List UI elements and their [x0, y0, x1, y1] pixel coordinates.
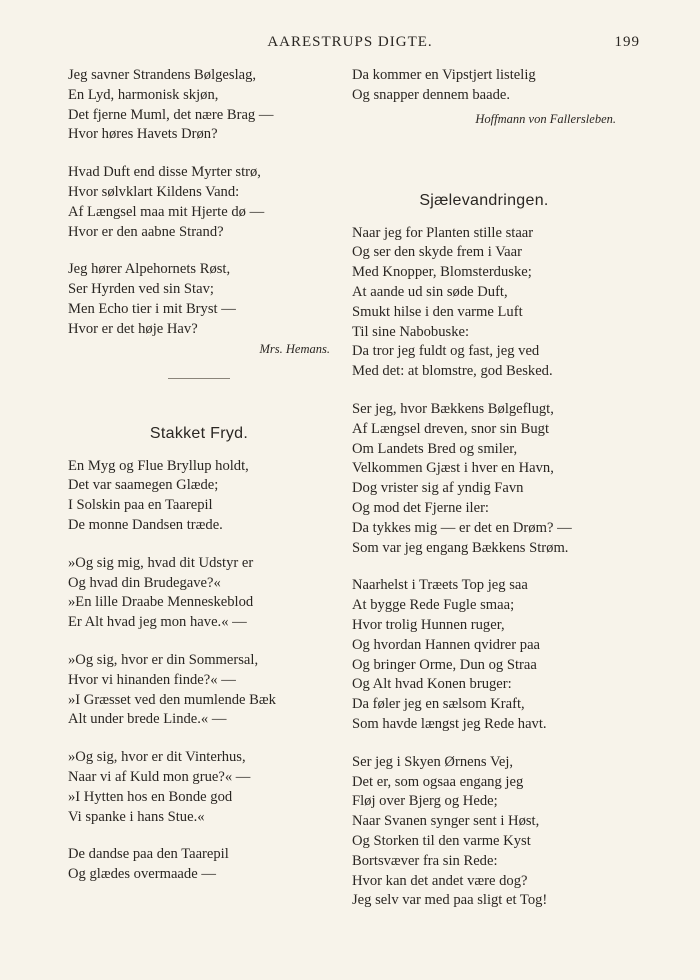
verse-line: »En lille Draabe Menneskeblod [68, 594, 254, 611]
poem-title-sjaelevandringen: Sjælevandringen. [419, 191, 549, 209]
verse-line: Hvor er den aabne Strand? [68, 223, 224, 240]
verse-line: Hvor høres Havets Drøn? [68, 126, 218, 143]
stanza [352, 66, 616, 106]
verse-line: Hvor trolig Hunnen ruger, [352, 616, 505, 633]
stanza [352, 224, 616, 382]
verse-line: »I Græsset ved den mumlende Bæk [68, 691, 276, 708]
verse-line: En Myg og Flue Bryllup holdt, [68, 457, 249, 474]
page-header [0, 34, 700, 54]
verse-line: Det er, som ogsaa engang jeg [352, 773, 524, 790]
verse-line: Er Alt hvad jeg mon have.« — [68, 614, 247, 631]
attribution-fallersleben: Hoffmann von Fallersleben. [475, 111, 616, 126]
poem-hemans-body [68, 66, 330, 340]
verse-line: Og hvad din Brudegave?« [68, 574, 221, 591]
verse-line: Fløj over Bjerg og Hede; [352, 793, 498, 810]
stanza [352, 576, 616, 734]
verse-line: »Og sig mig, hvad dit Udstyr er [68, 554, 254, 571]
verse-line: Da tykkes mig — er det en Drøm? — [352, 519, 572, 536]
verse-line: Og Alt hvad Konen bruger: [352, 676, 512, 693]
verse-line: Naar vi af Kuld mon grue?« — [68, 768, 251, 785]
verse-line: Med det: at blomstre, god Besked. [352, 363, 553, 380]
verse-line: Med Knopper, Blomsterduske; [352, 264, 532, 281]
verse-line: Velkommen Gjæst i hver en Havn, [352, 460, 554, 477]
verse-line: Hvor sølvklart Kildens Vand: [68, 183, 240, 200]
verse-line: De monne Dandsen træde. [68, 516, 223, 533]
verse-line: Om Landets Bred og smiler, [352, 440, 518, 457]
verse-line: Hvor vi hinanden finde?« — [68, 671, 236, 688]
verse-line: Jeg hører Alpehornets Røst, [68, 261, 231, 278]
poem-stakket-fryd-continuation [352, 66, 616, 106]
verse-line: Af Længsel maa mit Hjerte dø — [68, 203, 265, 220]
verse-line: Af Længsel dreven, snor sin Bugt [352, 420, 549, 437]
verse-line: Vi spanke i hans Stue.« [68, 808, 205, 825]
verse-line: De dandse paa den Taarepil [68, 846, 229, 863]
poem-sjaelevandringen-body [352, 224, 616, 912]
stanza [352, 400, 616, 558]
verse-line: »I Hytten hos en Bonde god [68, 788, 233, 805]
verse-line: Og ser den skyde frem i Vaar [352, 244, 522, 261]
verse-line: Hvor kan det andet være dog? [352, 872, 528, 889]
verse-line: Dog vrister sig af yndig Favn [352, 480, 524, 497]
left-column [68, 66, 330, 903]
verse-line: Ser jeg i Skyen Ørnens Vej, [352, 753, 514, 770]
verse-line: Da kommer en Vipstjert listelig [352, 67, 536, 83]
verse-line: Ser Hyrden ved sin Stav; [68, 281, 214, 298]
verse-line: Jeg selv var med paa sligt et Tog! [352, 892, 548, 909]
stanza [68, 457, 330, 536]
verse-line: En Lyd, harmonisk skjøn, [68, 86, 219, 103]
page-number: 199 [614, 34, 640, 50]
verse-line: Alt under brede Linde.« — [68, 711, 227, 728]
running-title: AARESTRUPS DIGTE. [267, 34, 433, 50]
stanza [68, 651, 330, 730]
stanza [68, 260, 330, 339]
verse-line: Det var saamegen Glæde; [68, 477, 219, 494]
verse-line: Til sine Nabobuske: [352, 323, 470, 340]
verse-line: Og hvordan Hannen qvidrer paa [352, 636, 541, 653]
verse-line: Naar Svanen synger sent i Høst, [352, 813, 540, 830]
verse-line: At aande ud sin søde Duft, [352, 283, 508, 300]
verse-line: Naar jeg for Planten stille staar [352, 224, 534, 241]
verse-line: Som havde længst jeg Rede havt. [352, 715, 547, 732]
verse-line: At bygge Rede Fugle smaa; [352, 597, 515, 614]
verse-line: Bortsvæver fra sin Rede: [352, 852, 498, 869]
stanza [68, 554, 330, 633]
stanza [68, 748, 330, 827]
verse-line: Da føler jeg en sælsom Kraft, [352, 696, 525, 713]
stanza [68, 163, 330, 242]
stanza [68, 66, 330, 145]
stanza [352, 753, 616, 911]
stanza [68, 845, 330, 885]
verse-line: Og mod det Fjerne iler: [352, 499, 489, 516]
verse-line: Hvad Duft end disse Myrter strø, [68, 164, 261, 181]
verse-line: Da tror jeg fuldt og fast, jeg ved [352, 343, 540, 360]
verse-line: Ser jeg, hvor Bækkens Bølgeflugt, [352, 400, 554, 417]
verse-line: Hvor er det høje Hav? [68, 320, 198, 337]
verse-line: Jeg savner Strandens Bølgeslag, [68, 67, 257, 83]
verse-line: »Og sig, hvor er dit Vinterhus, [68, 749, 246, 766]
verse-line: Det fjerne Muml, det nære Brag — [68, 106, 274, 123]
poem-title-stakket-fryd: Stakket Fryd. [149, 424, 249, 442]
verse-line: Smukt hilse i den varme Luft [352, 303, 523, 320]
verse-line: Og Storken til den varme Kyst [352, 832, 531, 849]
verse-line: Som var jeg engang Bækkens Strøm. [352, 539, 569, 556]
poem-stakket-fryd-body [68, 457, 330, 885]
verse-line: I Solskin paa en Taarepil [68, 497, 213, 514]
verse-line: Men Echo tier i mit Bryst — [68, 300, 236, 317]
right-column [352, 66, 616, 929]
verse-line: Naarhelst i Træets Top jeg saa [352, 577, 528, 594]
verse-line: Og snapper dennem baade. [352, 86, 511, 103]
verse-line: »Og sig, hvor er din Sommersal, [68, 651, 259, 668]
verse-line: Og bringer Orme, Dun og Straa [352, 656, 537, 673]
attribution-hemans: Mrs. Hemans. [259, 341, 330, 356]
verse-line: Og glædes overmaade — [68, 866, 216, 883]
